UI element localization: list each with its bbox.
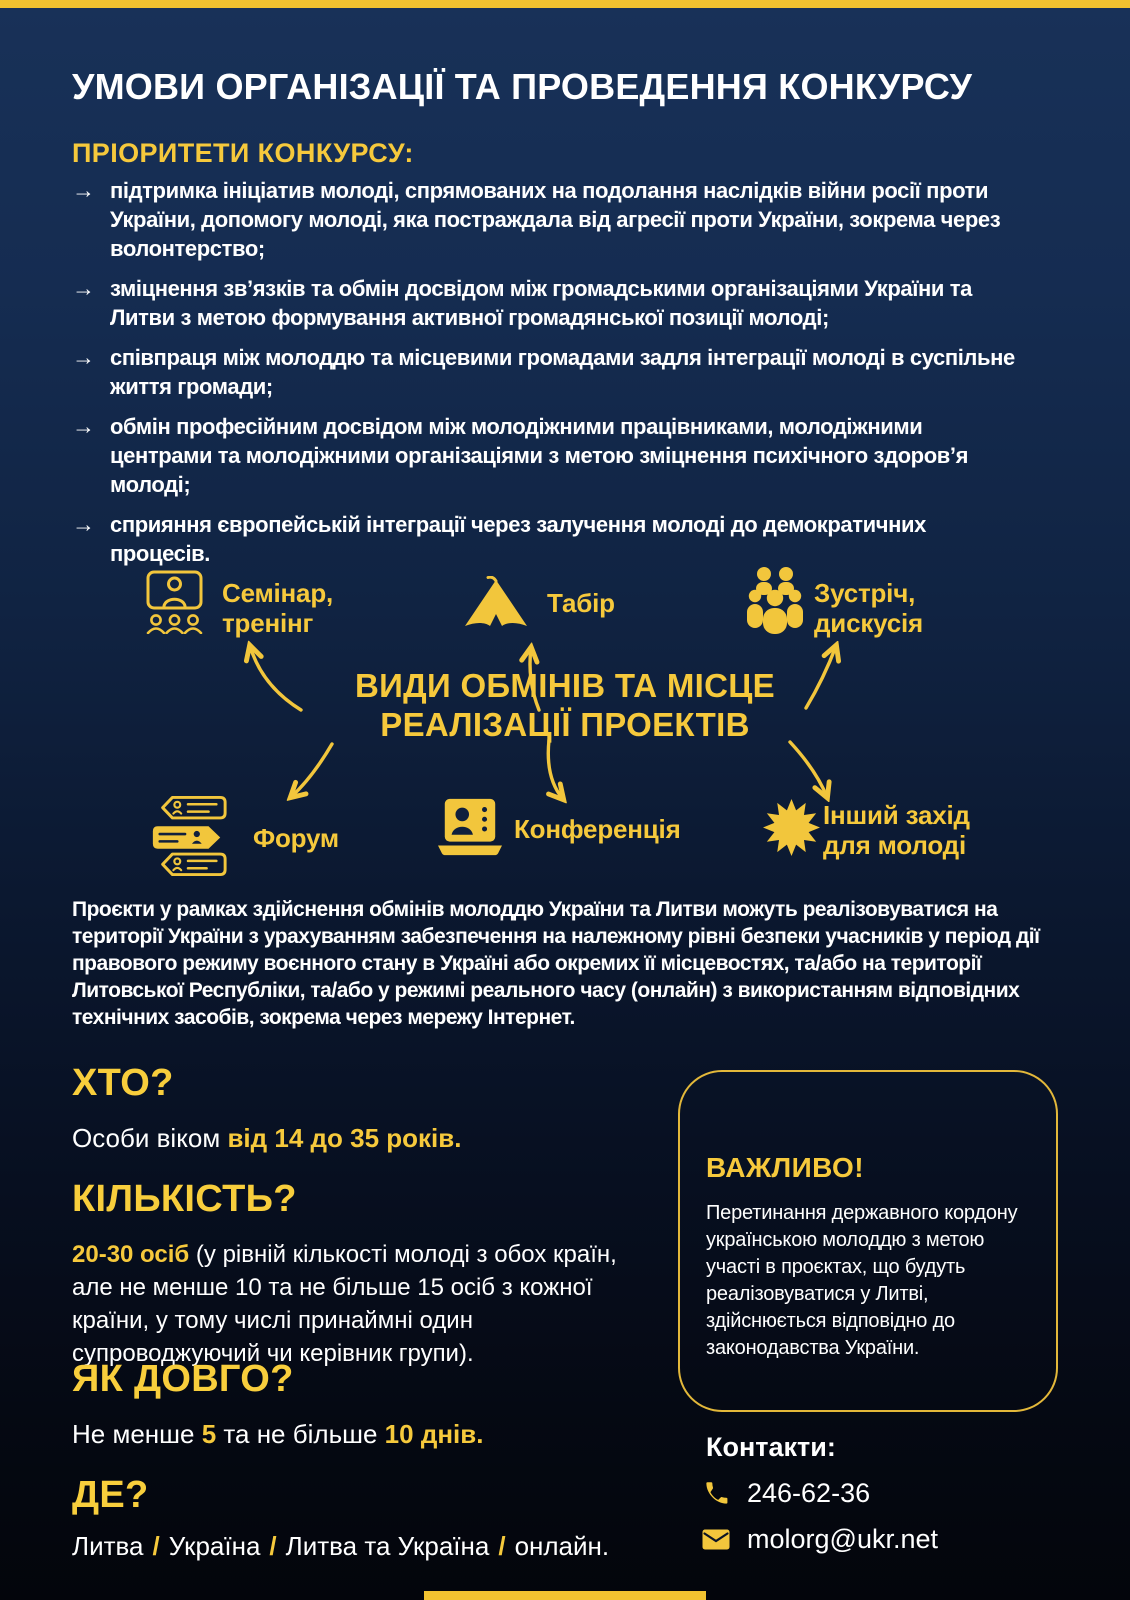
priorities-list [72,176,1024,579]
where-item: Литва [72,1531,144,1561]
node-label-line: Семінар, [222,578,334,608]
duration-heading: ЯК ДОВГО? [72,1358,294,1400]
where-item: онлайн. [514,1531,610,1561]
duration-highlight-max: 10 днів. [384,1419,484,1449]
priority-text: сприяння європейській інтеграції через залучення молоді до демократичних процесів. [110,512,926,566]
burst-icon [763,799,820,856]
mail-icon [702,1529,730,1550]
bottom-accent-bar [424,1591,706,1600]
node-label-line: для молоді [823,830,966,860]
contact-phone-row [703,1478,870,1509]
forum-icon [148,794,230,878]
seminar-icon [146,570,206,634]
node-camp [547,588,615,618]
arrow-bullet-icon: → [72,413,95,439]
where-item: Литва та Україна [285,1531,490,1561]
duration-text [72,1418,632,1451]
who-text [72,1122,632,1155]
who-prefix: Особи віком [72,1123,228,1153]
who-highlight: від 14 до 35 років. [227,1123,462,1153]
duration-middle: та не більше [216,1419,385,1449]
quantity-rest: (у рівній кількості молоді з обох країн, але не менше 10 та не більше 15 осіб з кожної країни, у тому числі принаймні один супроводжуючий чи керівник групи). [72,1241,617,1367]
priority-item [72,412,1024,499]
node-label-line: Форум [253,823,339,853]
conference-icon [438,798,502,858]
contact-email-row [702,1524,938,1555]
priority-item [72,343,1024,401]
node-label-line: дискусія [814,608,924,638]
who-heading: ХТО? [72,1062,174,1104]
arrow-bullet-icon: → [72,275,95,301]
tent-icon [463,576,529,630]
email-address: molorg@ukr.net [747,1524,938,1554]
node-label-line: тренінг [222,608,314,638]
quantity-heading: КІЛЬКІСТЬ? [72,1178,297,1220]
priority-text: зміцнення зв’язків та обмін досвідом між громадськими організаціями України та Литви з метою формування активної громадянської позиції молоді; [110,276,972,330]
diagram-title [215,666,915,744]
slash-separator: / [498,1531,506,1561]
arrow-bullet-icon: → [72,177,95,203]
where-heading: ДЕ? [72,1474,149,1516]
node-label-line: Конференція [514,814,681,844]
realization-note: Проєкти у рамках здійснення обмінів молоддю України та Литви можуть реалізовуватися на території України з урахуванням забезпечення на належному рівні безпеки учасників у період дії правового режиму воєнного стану в Україні або окремих її місцевостях, та/або на території Литовської Республіки, та/або у режимі реального часу (онлайн) з використанням відповідних технічних засобів, зокрема через мережу Інтернет. [72,898,1040,1029]
node-conference [514,814,681,844]
priority-text: співпраця між молоддю та місцевими громадами задля інтеграції молоді в суспільне життя громади; [110,345,1015,399]
priorities-heading: ПРІОРИТЕТИ КОНКУРСУ: [72,138,414,168]
node-seminar [222,578,333,638]
priority-item [72,176,1024,263]
node-forum [253,823,339,853]
node-label-line: Інший захід [823,800,970,830]
slash-separator: / [152,1531,160,1561]
where-text [72,1530,692,1563]
phone-number: 246-62-36 [747,1478,871,1508]
node-label-line: Табір [547,588,615,618]
people-group-icon [746,566,804,634]
duration-prefix: Не менше [72,1419,202,1449]
quantity-text [72,1238,632,1370]
quantity-highlight: 20-30 осіб [72,1241,190,1268]
page-title: УМОВИ ОРГАНІЗАЦІЇ ТА ПРОВЕДЕННЯ КОНКУРСУ [72,66,973,107]
arrow-bullet-icon: → [72,344,95,370]
phone-icon [703,1480,730,1507]
priority-text: підтримка ініціатив молоді, спрямованих на подолання наслідків війни росії проти України, допомогу молоді, яка постраждала від агресії проти України, зокрема через волонтерство; [110,178,1001,261]
where-item: Україна [168,1531,261,1561]
diagram-title-line2: РЕАЛІЗАЦІЇ ПРОЕКТІВ [380,706,750,743]
slash-separator: / [269,1531,277,1561]
top-accent-bar [0,0,1130,8]
node-meeting [814,578,923,638]
node-other-event [823,800,970,860]
important-heading: ВАЖЛИВО! [706,1152,864,1183]
arrow-bullet-icon: → [72,511,95,537]
node-label-line: Зустріч, [814,578,916,608]
duration-highlight-min: 5 [201,1419,217,1449]
priority-item [72,274,1024,332]
important-body: Перетинання державного кордону українською молоддю з метою участі в проєктах, що будуть реалізовуватися у Литві, здійснюється відповідно до законодавства України. [706,1202,1018,1359]
contacts-heading: Контакти: [706,1432,836,1462]
diagram-title-line1: ВИДИ ОБМІНІВ ТА МІСЦЕ [355,667,775,704]
priority-text: обмін професійним досвідом між молодіжними працівниками, молодіжними центрами та молодіжними організаціями з метою зміцнення психічного здоров’я молоді; [110,414,969,497]
